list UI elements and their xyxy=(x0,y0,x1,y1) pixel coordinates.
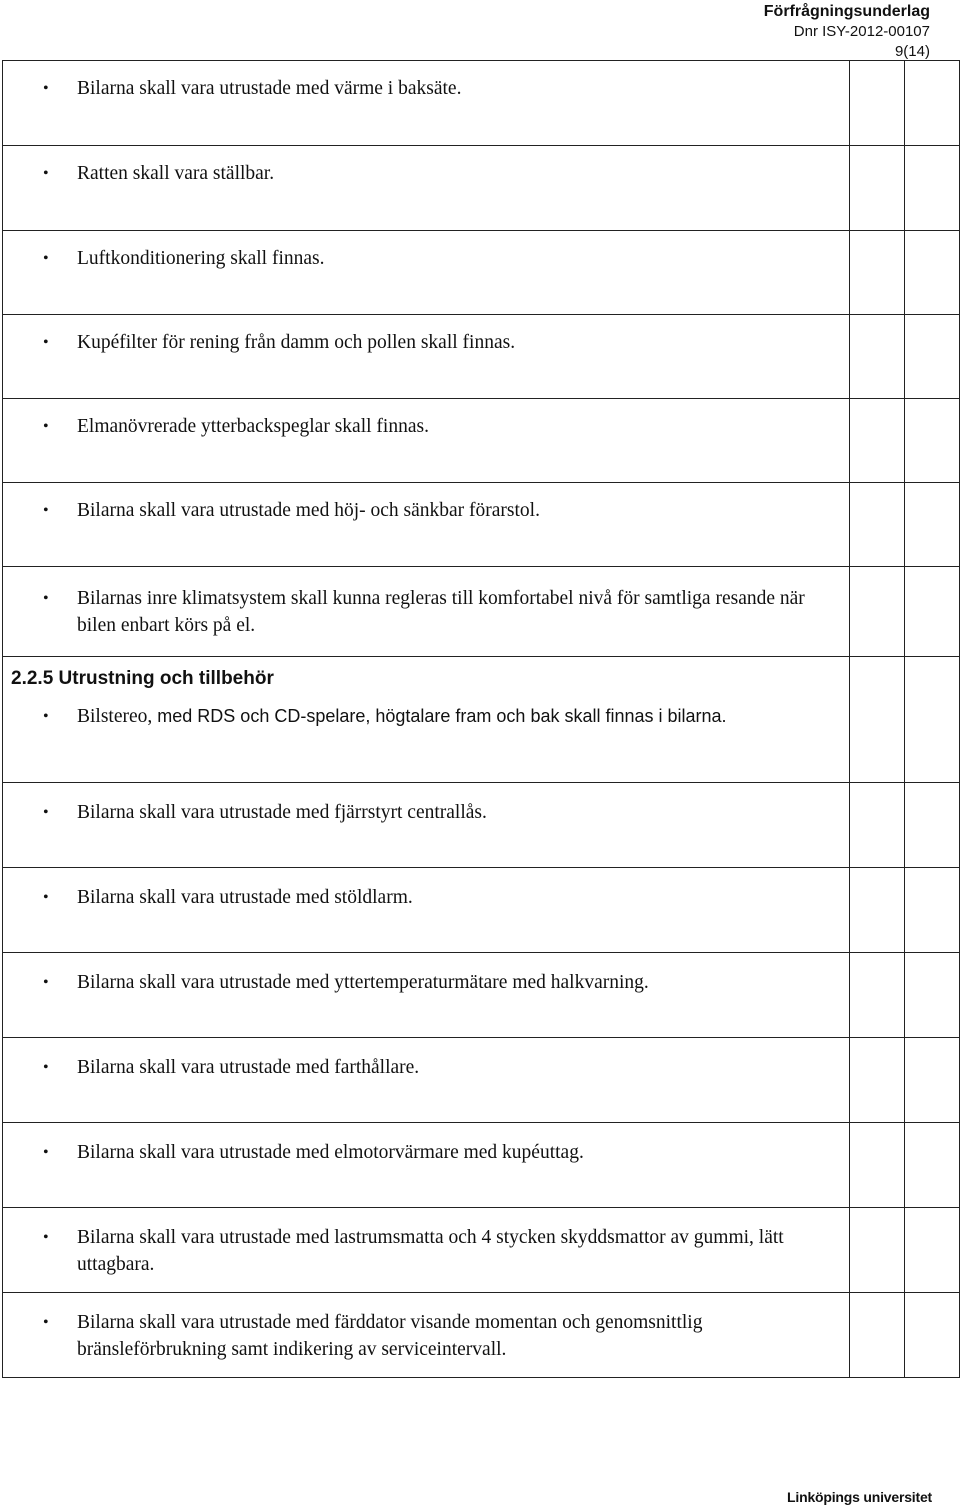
check-cell-b[interactable] xyxy=(905,399,960,483)
check-cell-a[interactable] xyxy=(850,783,905,868)
bullet-icon: • xyxy=(43,804,49,821)
requirement-cell xyxy=(3,399,850,483)
document-number: Dnr ISY-2012-00107 xyxy=(793,23,930,40)
list-item xyxy=(3,1123,849,1199)
check-cell-a[interactable] xyxy=(850,231,905,315)
requirement-cell xyxy=(3,1208,850,1293)
requirement-text: Kupéfilter för rening från damm och pollen skall finnas. xyxy=(77,332,516,353)
requirement-text: Bilarna skall vara utrustade med fjärrstyrt centrallås. xyxy=(77,802,487,823)
check-cell-a[interactable] xyxy=(850,399,905,483)
requirement-text: Bilarna skall vara utrustade med värme i baksäte. xyxy=(77,78,462,99)
bullet-icon: • xyxy=(43,889,49,906)
table-row xyxy=(3,483,960,567)
requirement-text: Bilarna skall vara utrustade med farthållare. xyxy=(77,1057,420,1078)
check-cell-b[interactable] xyxy=(905,483,960,567)
list-item xyxy=(3,146,849,220)
requirement-cell xyxy=(3,1293,850,1378)
list-item xyxy=(3,1208,849,1284)
requirement-cell xyxy=(3,953,850,1038)
check-cell-a[interactable] xyxy=(850,1038,905,1123)
check-cell-a[interactable] xyxy=(850,1293,905,1378)
check-cell-b[interactable] xyxy=(905,1208,960,1293)
section-heading: 2.2.5 Utrustning och tillbehör xyxy=(11,668,274,689)
requirement-text-prefix: Bilstereo, xyxy=(77,706,153,727)
requirement-text: Luftkonditionering skall finnas. xyxy=(77,248,325,269)
list-item xyxy=(3,399,849,473)
requirement-text: Bilarna skall vara utrustade med elmotorvärmare med kupéuttag. xyxy=(77,1142,584,1163)
bullet-icon: • xyxy=(43,1144,49,1161)
bullet-icon: • xyxy=(43,1229,49,1246)
table-row xyxy=(3,1123,960,1208)
requirement-cell xyxy=(3,783,850,868)
bullet-icon: • xyxy=(43,250,49,267)
document-title: Förfrågningsunderlag xyxy=(763,3,930,20)
table-row xyxy=(3,315,960,399)
check-cell-b[interactable] xyxy=(905,231,960,315)
check-cell-b[interactable] xyxy=(905,61,960,146)
bullet-icon: • xyxy=(43,974,49,991)
requirement-text: Elmanövrerade ytterbackspeglar skall finnas. xyxy=(77,416,429,437)
table-row xyxy=(3,146,960,231)
list-item xyxy=(3,483,849,557)
table-row xyxy=(3,399,960,483)
requirement-cell xyxy=(3,1123,850,1208)
check-cell-a[interactable] xyxy=(850,567,905,657)
check-cell-b[interactable] xyxy=(905,567,960,657)
table-row xyxy=(3,567,960,657)
check-cell-a[interactable] xyxy=(850,868,905,953)
check-cell-b[interactable] xyxy=(905,868,960,953)
university-logo: Linköpings universitet xyxy=(787,1489,932,1505)
check-cell-a[interactable] xyxy=(850,483,905,567)
check-cell-a[interactable] xyxy=(850,1123,905,1208)
requirements-table xyxy=(2,60,960,1378)
requirement-text: med RDS och CD-spelare, högtalare fram och bak skall finnas i bilarna. xyxy=(152,706,727,726)
requirement-cell xyxy=(3,1038,850,1123)
table-row xyxy=(3,868,960,953)
bullet-icon: • xyxy=(43,334,49,351)
check-cell-a[interactable] xyxy=(850,61,905,146)
bullet-icon: • xyxy=(43,1059,49,1076)
list-item xyxy=(3,953,849,1029)
table-row xyxy=(3,1208,960,1293)
bullet-icon: • xyxy=(43,165,49,182)
table-row xyxy=(3,1293,960,1378)
list-item xyxy=(3,693,849,763)
requirement-cell xyxy=(3,657,850,783)
bullet-icon: • xyxy=(43,502,49,519)
table-row xyxy=(3,61,960,146)
requirement-text: Bilarnas inre klimatsystem skall kunna regleras till komfortabel nivå för samtliga resande när bilen enbart körs på el. xyxy=(77,588,805,636)
check-cell-b[interactable] xyxy=(905,657,960,783)
list-item xyxy=(3,1038,849,1114)
check-cell-a[interactable] xyxy=(850,953,905,1038)
requirement-cell xyxy=(3,146,850,231)
requirement-cell xyxy=(3,315,850,399)
bullet-icon: • xyxy=(43,1314,49,1331)
check-cell-a[interactable] xyxy=(850,1208,905,1293)
requirement-text: Bilarna skall vara utrustade med stöldlarm. xyxy=(77,887,413,908)
requirement-text: Bilarna skall vara utrustade med lastrumsmatta och 4 stycken skyddsmattor av gummi, lätt uttagbara. xyxy=(77,1227,784,1275)
check-cell-b[interactable] xyxy=(905,953,960,1038)
check-cell-b[interactable] xyxy=(905,146,960,231)
requirement-cell xyxy=(3,231,850,315)
table-row xyxy=(3,231,960,315)
check-cell-a[interactable] xyxy=(850,315,905,399)
check-cell-b[interactable] xyxy=(905,1293,960,1378)
requirement-text: Bilarna skall vara utrustade med höj- och sänkbar förarstol. xyxy=(77,500,540,521)
table-row xyxy=(3,783,960,868)
requirement-cell xyxy=(3,61,850,146)
check-cell-a[interactable] xyxy=(850,657,905,783)
requirement-text: Bilarna skall vara utrustade med färddator visande momentan och genomsnittlig bränsleförbrukning samt indikering av serviceintervall. xyxy=(77,1312,703,1360)
bullet-icon: • xyxy=(43,708,49,725)
requirement-cell xyxy=(3,483,850,567)
list-item xyxy=(3,231,849,305)
table-row xyxy=(3,1038,960,1123)
requirement-text: Ratten skall vara ställbar. xyxy=(77,163,275,184)
table-row xyxy=(3,953,960,1038)
bullet-icon: • xyxy=(43,418,49,435)
list-item xyxy=(3,868,849,944)
requirement-cell xyxy=(3,868,850,953)
list-item xyxy=(3,783,849,859)
check-cell-b[interactable] xyxy=(905,783,960,868)
page-number: 9(14) xyxy=(894,43,930,60)
bullet-icon: • xyxy=(43,590,49,607)
requirement-text: Bilarna skall vara utrustade med yttertemperaturmätare med halkvarning. xyxy=(77,972,649,993)
list-item xyxy=(3,61,849,135)
list-item xyxy=(3,315,849,389)
list-item xyxy=(3,567,849,645)
bullet-icon: • xyxy=(43,80,49,97)
check-cell-a[interactable] xyxy=(850,146,905,231)
check-cell-b[interactable] xyxy=(905,1123,960,1208)
document-header xyxy=(764,2,930,62)
check-cell-b[interactable] xyxy=(905,1038,960,1123)
list-item xyxy=(3,1293,849,1369)
table-row xyxy=(3,657,960,783)
requirement-cell xyxy=(3,567,850,657)
check-cell-b[interactable] xyxy=(905,315,960,399)
